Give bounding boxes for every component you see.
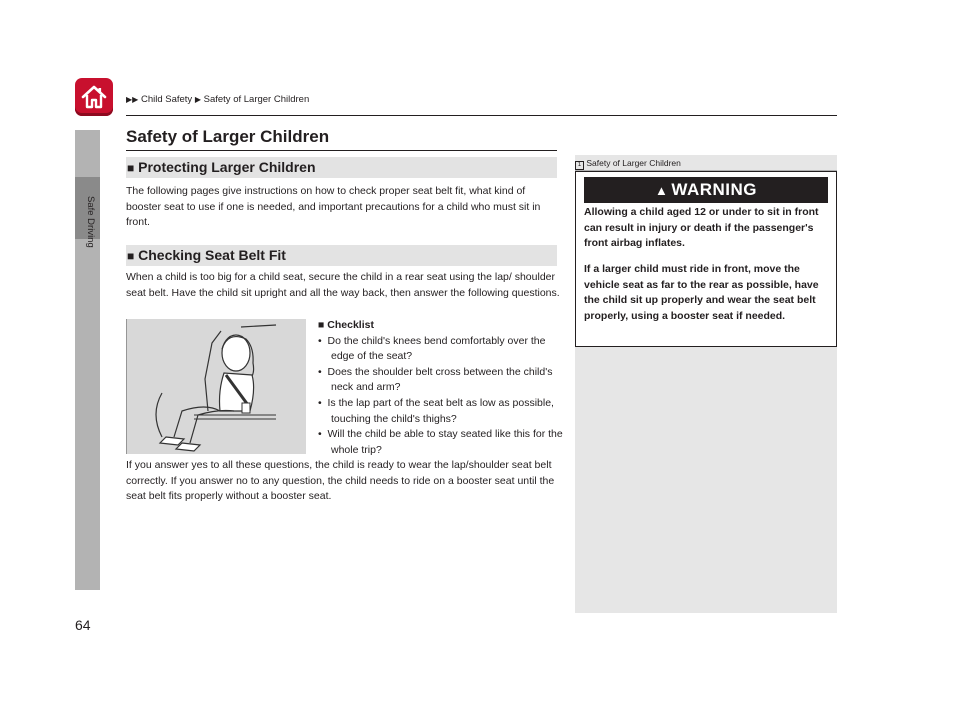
section-heading-protecting — [126, 157, 557, 178]
conclusion-paragraph: If you answer yes to all these questions, the child is ready to wear the lap/shoulder seat belt correctly. If you answer no to any question, the child needs to ride on a booster seat until the seat belt fits properly without a booster seat. — [126, 459, 555, 503]
page-title: Safety of Larger Children — [126, 127, 330, 146]
section-heading-text: Checking Seat Belt Fit — [138, 247, 286, 263]
header-divider — [126, 115, 837, 116]
reference-marker-icon: 1 — [575, 161, 584, 170]
breadcrumb-link-child-safety[interactable]: Child Safety — [140, 94, 193, 105]
breadcrumb-current: Safety of Larger Children — [203, 94, 310, 105]
square-bullet-icon: ■ — [127, 249, 135, 263]
square-bullet-icon: ■ — [127, 161, 135, 175]
warning-box — [575, 171, 837, 347]
breadcrumb-arrow-icon: ▶▶ — [126, 95, 139, 104]
home-button[interactable] — [75, 78, 113, 116]
child-in-seat-drawing — [126, 319, 306, 454]
list-item: • Do the child's knees bend comfortably over the edge of the seat? — [318, 334, 546, 363]
child-seat-belt-illustration — [126, 319, 306, 454]
warning-paragraph: If a larger child must ride in front, move the vehicle seat as far to the rear as possible, have the child sit up properly and wear the seat belt properly, using a booster seat if needed. — [584, 263, 819, 322]
intro-paragraph: The following pages give instructions on how to check proper seat belt fit, what kind of booster seat to use if one is needed, and important precautions for a child who must sit in front. — [126, 185, 541, 229]
section-heading-checking — [126, 245, 557, 266]
section-heading-text: Protecting Larger Children — [138, 159, 316, 175]
list-item: • Is the lap part of the seat belt as low as possible, touching the child's thighs? — [318, 396, 554, 425]
warning-header: ▲ WARNING — [584, 177, 828, 203]
fit-paragraph: When a child is too big for a child seat, secure the child in a rear seat using the lap/ shoulder seat belt. Have the child sit upright and all the way back, then answer the following questions. — [126, 271, 560, 299]
checklist-items — [318, 334, 563, 459]
list-item: • Will the child be able to stay seated like this for the whole trip? — [318, 428, 563, 456]
warning-triangle-icon: ▲ — [654, 183, 669, 198]
title-divider — [126, 150, 557, 151]
home-icon — [80, 83, 108, 111]
side-note-title: 1 Safety of Larger Children — [575, 158, 681, 170]
breadcrumb-arrow-icon: ▶ — [194, 95, 201, 104]
page-number: 64 — [75, 617, 91, 633]
chapter-tab-label: Safe Driving — [85, 196, 96, 248]
checklist — [318, 318, 563, 458]
breadcrumb — [126, 94, 309, 105]
list-item: • Does the shoulder belt cross between the child's neck and arm? — [318, 365, 553, 394]
checklist-heading: ■ Checklist — [318, 319, 374, 331]
square-bullet-icon: ■ — [318, 319, 325, 331]
warning-paragraph: Allowing a child aged 12 or under to sit in front can result in injury or death if the passenger's front airbag inflates. — [584, 206, 819, 250]
